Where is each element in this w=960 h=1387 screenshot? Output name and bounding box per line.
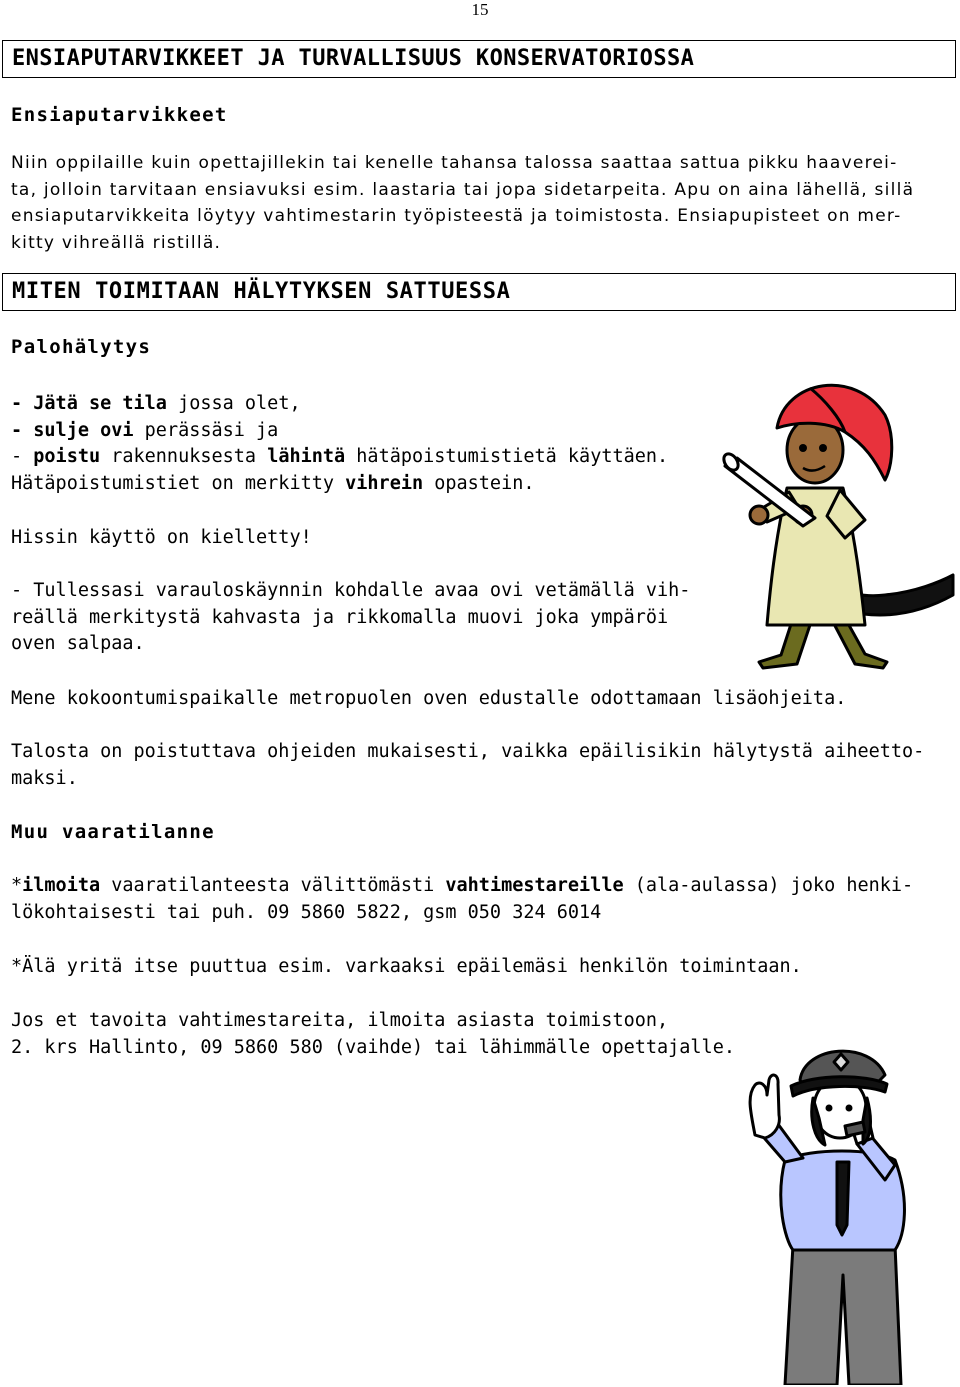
evacuation-instruction: [11, 739, 924, 792]
first-aid-paragraph: [11, 150, 914, 256]
paragraph-line: lökohtaisesti tai puh. 09 5860 5822, gsm 050 324 6014: [11, 901, 602, 923]
paragraph-line: reällä merkitystä kahvasta ja rikkomalla muovi joka ympäröi: [11, 606, 669, 628]
paragraph-line: maksi.: [11, 767, 78, 789]
page-number: 15: [471, 0, 489, 19]
report-instruction: [11, 873, 913, 926]
subheading-first-aid-supplies: Ensiaputarvikkeet: [11, 104, 228, 126]
emergency-door-instructions: [11, 578, 690, 658]
elevator-warning: Hissin käyttö on kielletty!: [11, 527, 312, 548]
paragraph-line: oven salpaa.: [11, 633, 145, 654]
firefighter-illustration: [715, 370, 955, 670]
paragraph-line: Talosta on poistuttava ohjeiden mukaisesti, vaikka epäilisikin hälytystä aiheetto-: [11, 741, 925, 762]
step-close-door: - sulje ovi perässäsi ja: [11, 419, 279, 441]
paragraph-line: kitty vihreällä ristillä.: [11, 232, 222, 253]
section-title-alarm-procedure: MITEN TOIMITAAN HÄLYTYKSEN SATTUESSA: [2, 273, 956, 311]
step-exit-building: - poistu rakennuksesta lähintä hätäpoistumistietä käyttäen.: [11, 446, 669, 467]
step-leave-room: - Jätä se tila jossa olet,: [11, 393, 301, 414]
subheading-other-danger: Muu vaaratilanne: [11, 821, 215, 843]
paragraph-line: *ilmoita vaaratilanteesta välittömästi vahtimestareille (ala-aulassa) joko henki-: [11, 875, 914, 896]
police-officer-illustration: [745, 1040, 945, 1385]
fire-alarm-steps: [11, 391, 668, 497]
paragraph-line: - Tullessasi varauloskäynnin kohdalle avaa ovi vetämällä vih-: [11, 580, 691, 601]
paragraph-line: ta, jolloin tarvitaan ensiavuksi esim. laastaria tai jopa sidetarpeita. Apu on aina lähellä, sillä: [11, 179, 915, 200]
office-contact-instruction: [11, 1008, 735, 1061]
paragraph-line: Jos et tavoita vahtimestareita, ilmoita asiasta toimistoon,: [11, 1010, 669, 1031]
exit-signs-note: Hätäpoistumistiet on merkitty vihrein opastein.: [11, 472, 535, 494]
meeting-point-instruction: Mene kokoontumispaikalle metropuolen oven edustalle odottamaan lisäohjeita.: [11, 688, 847, 709]
paragraph-line: 2. krs Hallinto, 09 5860 580 (vaihde) tai lähimmälle opettajalle.: [11, 1036, 735, 1058]
paragraph-line: ensiaputarvikkeita löytyy vahtimestarin työpisteestä ja toimistosta. Ensiapupisteet on mer-: [11, 206, 902, 226]
paragraph-line: Niin oppilaille kuin opettajillekin tai kenelle tahansa talossa saattaa sattua pikku haaverei-: [11, 153, 898, 173]
subheading-fire-alarm: Palohälytys: [11, 336, 152, 358]
do-not-intervene-note: *Älä yritä itse puuttua esim. varkaaksi epäilemäsi henkilön toimintaan.: [11, 956, 802, 977]
section-title-first-aid-safety: ENSIAPUTARVIKKEET JA TURVALLISUUS KONSERVATORIOSSA: [2, 40, 956, 78]
